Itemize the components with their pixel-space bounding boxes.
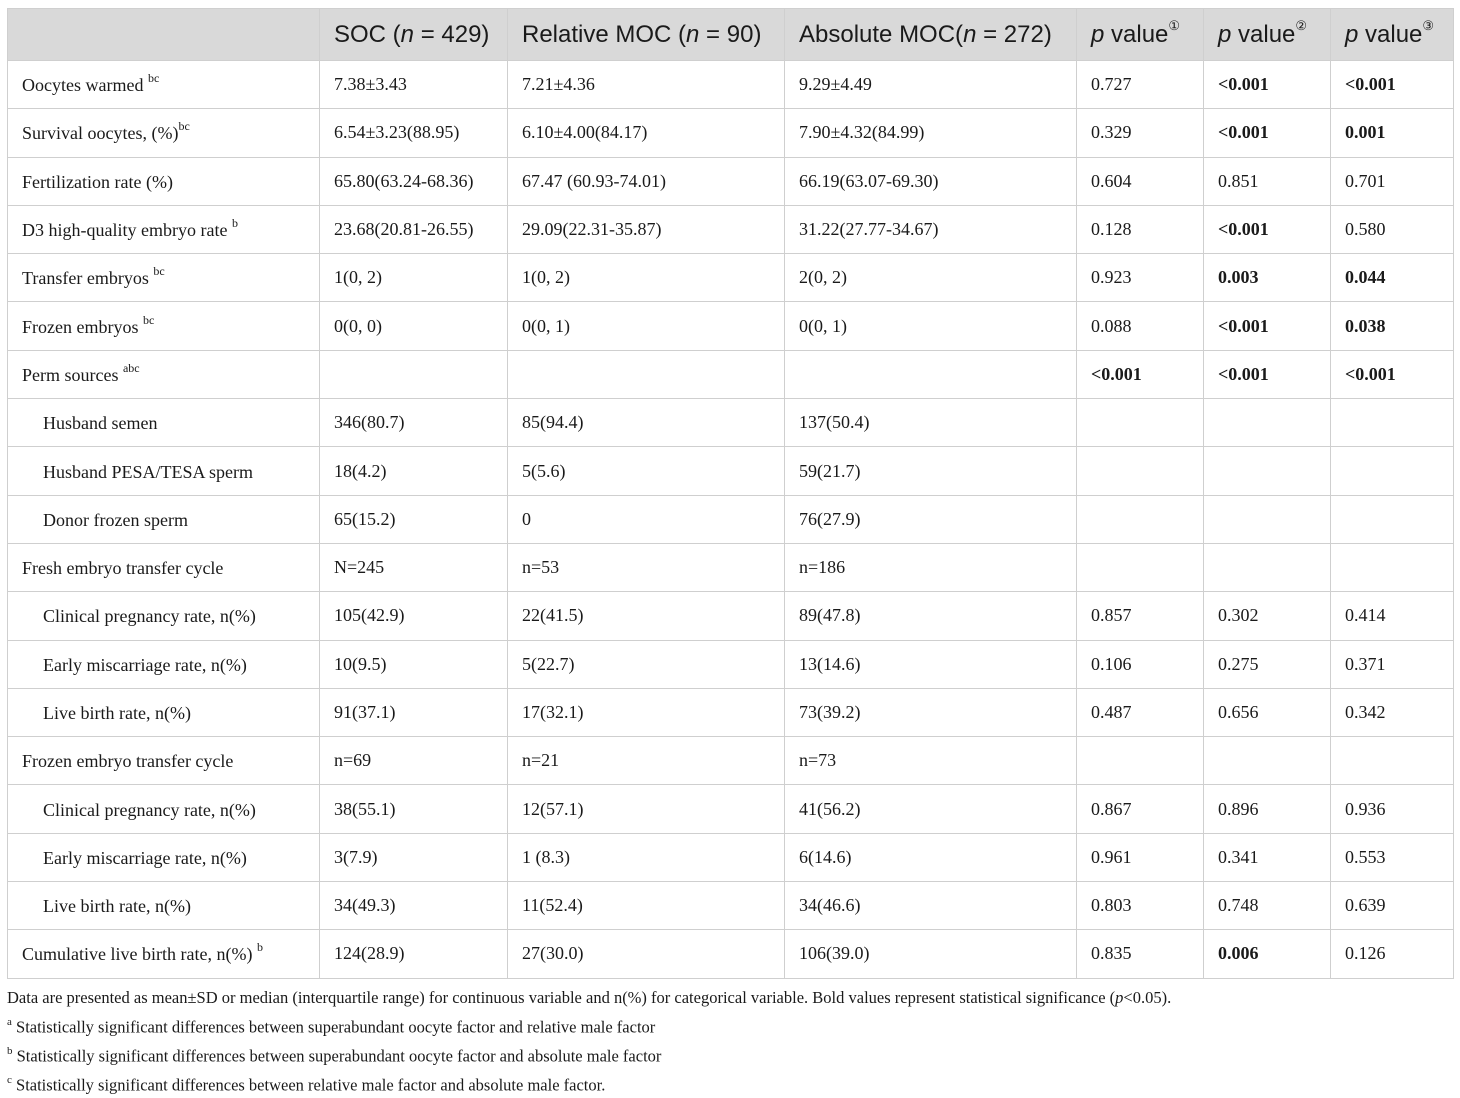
cell-relative-moc: 7.21±4.36 [508, 61, 785, 109]
row-label: Perm sources $^{abc}$ [8, 350, 320, 398]
cell-p-value-2: 0.302 [1204, 592, 1331, 640]
cell-p-value-3: 0.639 [1331, 882, 1454, 930]
cell-absolute-moc: 137(50.4) [785, 399, 1077, 447]
cell-p-value-3: 0.701 [1331, 157, 1454, 205]
cell-soc [320, 350, 508, 398]
cell-soc: 65(15.2) [320, 495, 508, 543]
cell-p-value-2: 0.851 [1204, 157, 1331, 205]
row-label: Early miscarriage rate, n(%) [8, 640, 320, 688]
cell-p-value-2: 0.006 [1204, 930, 1331, 978]
cell-relative-moc: n=21 [508, 737, 785, 785]
cell-p-value-3 [1331, 399, 1454, 447]
cell-relative-moc: 17(32.1) [508, 688, 785, 736]
row-label: Clinical pregnancy rate, n(%) [8, 785, 320, 833]
table-row [8, 833, 1454, 881]
cell-p-value-3: 0.936 [1331, 785, 1454, 833]
header-soc: SOC (n = 429) [320, 9, 508, 61]
table-row [8, 109, 1454, 157]
cell-soc: 23.68(20.81-26.55) [320, 205, 508, 253]
cell-relative-moc: 5(5.6) [508, 447, 785, 495]
cell-p-value-2 [1204, 737, 1331, 785]
footnote-c: $^c$ Statistically significant differences between relative male factor and absolute male factor. [7, 1073, 606, 1094]
cell-p-value-2 [1204, 543, 1331, 591]
footnote-b: $^b$ Statistically significant differences between superabundant oocyte factor and absolute male factor [7, 1044, 662, 1065]
cell-p-value-3 [1331, 495, 1454, 543]
cell-absolute-moc: 6(14.6) [785, 833, 1077, 881]
header-relative-moc: Relative MOC (n = 90) [508, 9, 785, 61]
cell-p-value-3: 0.371 [1331, 640, 1454, 688]
cell-p-value-2: <0.001 [1204, 302, 1331, 350]
cell-p-value-1 [1077, 447, 1204, 495]
cell-soc: 0(0, 0) [320, 302, 508, 350]
cell-p-value-3: <0.001 [1331, 350, 1454, 398]
cell-p-value-2: 0.656 [1204, 688, 1331, 736]
cell-soc: 34(49.3) [320, 882, 508, 930]
row-label: Husband semen [8, 399, 320, 447]
cell-soc: 91(37.1) [320, 688, 508, 736]
cell-absolute-moc: 13(14.6) [785, 640, 1077, 688]
cell-p-value-2: <0.001 [1204, 61, 1331, 109]
cell-absolute-moc: n=73 [785, 737, 1077, 785]
cell-p-value-2: 0.748 [1204, 882, 1331, 930]
cell-absolute-moc: 34(46.6) [785, 882, 1077, 930]
cell-soc: n=69 [320, 737, 508, 785]
row-label: Live birth rate, n(%) [8, 688, 320, 736]
cell-p-value-2: 0.341 [1204, 833, 1331, 881]
cell-soc: 6.54±3.23(88.95) [320, 109, 508, 157]
cell-soc: 38(55.1) [320, 785, 508, 833]
table-footnotes [7, 986, 1453, 1098]
cell-p-value-1: 0.727 [1077, 61, 1204, 109]
cell-p-value-1: 0.487 [1077, 688, 1204, 736]
table-row [8, 350, 1454, 398]
header-empty-cell [8, 9, 320, 61]
header-p-value-1: p value① [1077, 9, 1204, 61]
header-p-value-3: p value③ [1331, 9, 1454, 61]
row-label: Survival oocytes, (%)$^{bc}$ [8, 109, 320, 157]
cell-p-value-2 [1204, 447, 1331, 495]
cell-p-value-3: 0.342 [1331, 688, 1454, 736]
table-row [8, 399, 1454, 447]
cell-absolute-moc [785, 350, 1077, 398]
table-row [8, 882, 1454, 930]
cell-relative-moc: 11(52.4) [508, 882, 785, 930]
cell-absolute-moc: 76(27.9) [785, 495, 1077, 543]
cell-soc: 18(4.2) [320, 447, 508, 495]
cell-relative-moc: 12(57.1) [508, 785, 785, 833]
results-table-container [7, 8, 1453, 979]
cell-absolute-moc: 89(47.8) [785, 592, 1077, 640]
cell-p-value-1 [1077, 737, 1204, 785]
table-row [8, 737, 1454, 785]
cell-relative-moc: 5(22.7) [508, 640, 785, 688]
row-label: Fresh embryo transfer cycle [8, 543, 320, 591]
cell-p-value-2: 0.896 [1204, 785, 1331, 833]
table-header-row [8, 9, 1454, 61]
cell-p-value-3 [1331, 447, 1454, 495]
cell-absolute-moc: 9.29±4.49 [785, 61, 1077, 109]
cell-p-value-3: 0.580 [1331, 205, 1454, 253]
cell-p-value-3 [1331, 737, 1454, 785]
table-row [8, 688, 1454, 736]
cell-soc: 7.38±3.43 [320, 61, 508, 109]
cell-p-value-1 [1077, 543, 1204, 591]
table-row [8, 157, 1454, 205]
cell-relative-moc: 6.10±4.00(84.17) [508, 109, 785, 157]
row-label: Frozen embryo transfer cycle [8, 737, 320, 785]
header-absolute-moc: Absolute MOC(n = 272) [785, 9, 1077, 61]
cell-p-value-2: 0.003 [1204, 254, 1331, 302]
cell-relative-moc: 27(30.0) [508, 930, 785, 978]
cell-relative-moc: 0 [508, 495, 785, 543]
cell-p-value-1: 0.961 [1077, 833, 1204, 881]
row-label: Fertilization rate (%) [8, 157, 320, 205]
cell-soc: N=245 [320, 543, 508, 591]
cell-soc: 105(42.9) [320, 592, 508, 640]
cell-relative-moc: 22(41.5) [508, 592, 785, 640]
cell-p-value-1: 0.835 [1077, 930, 1204, 978]
cell-absolute-moc: 31.22(27.77-34.67) [785, 205, 1077, 253]
table-row [8, 205, 1454, 253]
cell-absolute-moc: 41(56.2) [785, 785, 1077, 833]
cell-p-value-1: 0.604 [1077, 157, 1204, 205]
row-label: Oocytes warmed $^{bc}$ [8, 61, 320, 109]
cell-p-value-1: 0.867 [1077, 785, 1204, 833]
cell-p-value-3: 0.038 [1331, 302, 1454, 350]
footnote-a: $^a$ Statistically significant differences between superabundant oocyte factor and relative male factor [7, 1015, 656, 1036]
row-label: Clinical pregnancy rate, n(%) [8, 592, 320, 640]
row-label: Husband PESA/TESA sperm [8, 447, 320, 495]
cell-soc: 346(80.7) [320, 399, 508, 447]
cell-soc: 10(9.5) [320, 640, 508, 688]
table-row [8, 254, 1454, 302]
row-label: Frozen embryos $^{bc}$ [8, 302, 320, 350]
cell-p-value-2: 0.275 [1204, 640, 1331, 688]
cell-relative-moc [508, 350, 785, 398]
row-label: Transfer embryos $^{bc}$ [8, 254, 320, 302]
cell-p-value-3: 0.126 [1331, 930, 1454, 978]
cell-relative-moc: 0(0, 1) [508, 302, 785, 350]
cell-p-value-1: 0.128 [1077, 205, 1204, 253]
cell-p-value-1: 0.106 [1077, 640, 1204, 688]
cell-soc: 3(7.9) [320, 833, 508, 881]
table-row [8, 640, 1454, 688]
cell-p-value-2: <0.001 [1204, 205, 1331, 253]
table-row [8, 930, 1454, 978]
cell-soc: 65.80(63.24-68.36) [320, 157, 508, 205]
cell-p-value-3: 0.553 [1331, 833, 1454, 881]
table-row [8, 61, 1454, 109]
row-label: Early miscarriage rate, n(%) [8, 833, 320, 881]
cell-p-value-1: 0.857 [1077, 592, 1204, 640]
row-label: Live birth rate, n(%) [8, 882, 320, 930]
cell-p-value-1 [1077, 495, 1204, 543]
cell-soc: 124(28.9) [320, 930, 508, 978]
cell-absolute-moc: 66.19(63.07-69.30) [785, 157, 1077, 205]
footnote-main: Data are presented as mean±SD or median (interquartile range) for continuous variable and n(%) for categorical variable. Bold values represent statistical significance (p<0.05). [7, 988, 1172, 1007]
cell-absolute-moc: 106(39.0) [785, 930, 1077, 978]
cell-relative-moc: 85(94.4) [508, 399, 785, 447]
cell-p-value-3: 0.044 [1331, 254, 1454, 302]
cell-p-value-2 [1204, 495, 1331, 543]
row-label: Cumulative live birth rate, n(%) $^b$ [8, 930, 320, 978]
cell-p-value-3: 0.414 [1331, 592, 1454, 640]
cell-p-value-3 [1331, 543, 1454, 591]
cell-absolute-moc: n=186 [785, 543, 1077, 591]
row-label: Donor frozen sperm [8, 495, 320, 543]
table-row [8, 543, 1454, 591]
header-p-value-2: p value② [1204, 9, 1331, 61]
row-label: D3 high-quality embryo rate $^b$ [8, 205, 320, 253]
table-row [8, 495, 1454, 543]
cell-p-value-1: 0.803 [1077, 882, 1204, 930]
cell-p-value-1: 0.088 [1077, 302, 1204, 350]
cell-p-value-2: <0.001 [1204, 350, 1331, 398]
results-table [7, 8, 1454, 979]
cell-relative-moc: 1(0, 2) [508, 254, 785, 302]
cell-p-value-1: <0.001 [1077, 350, 1204, 398]
cell-relative-moc: 1 (8.3) [508, 833, 785, 881]
cell-relative-moc: 29.09(22.31-35.87) [508, 205, 785, 253]
cell-p-value-3: <0.001 [1331, 61, 1454, 109]
cell-absolute-moc: 7.90±4.32(84.99) [785, 109, 1077, 157]
cell-p-value-2 [1204, 399, 1331, 447]
table-row [8, 447, 1454, 495]
cell-relative-moc: n=53 [508, 543, 785, 591]
table-row [8, 785, 1454, 833]
cell-absolute-moc: 59(21.7) [785, 447, 1077, 495]
cell-soc: 1(0, 2) [320, 254, 508, 302]
table-row [8, 592, 1454, 640]
table-row [8, 302, 1454, 350]
cell-p-value-1: 0.329 [1077, 109, 1204, 157]
cell-p-value-1 [1077, 399, 1204, 447]
cell-relative-moc: 67.47 (60.93-74.01) [508, 157, 785, 205]
cell-p-value-1: 0.923 [1077, 254, 1204, 302]
cell-absolute-moc: 73(39.2) [785, 688, 1077, 736]
cell-p-value-2: <0.001 [1204, 109, 1331, 157]
cell-absolute-moc: 2(0, 2) [785, 254, 1077, 302]
cell-p-value-3: 0.001 [1331, 109, 1454, 157]
cell-absolute-moc: 0(0, 1) [785, 302, 1077, 350]
